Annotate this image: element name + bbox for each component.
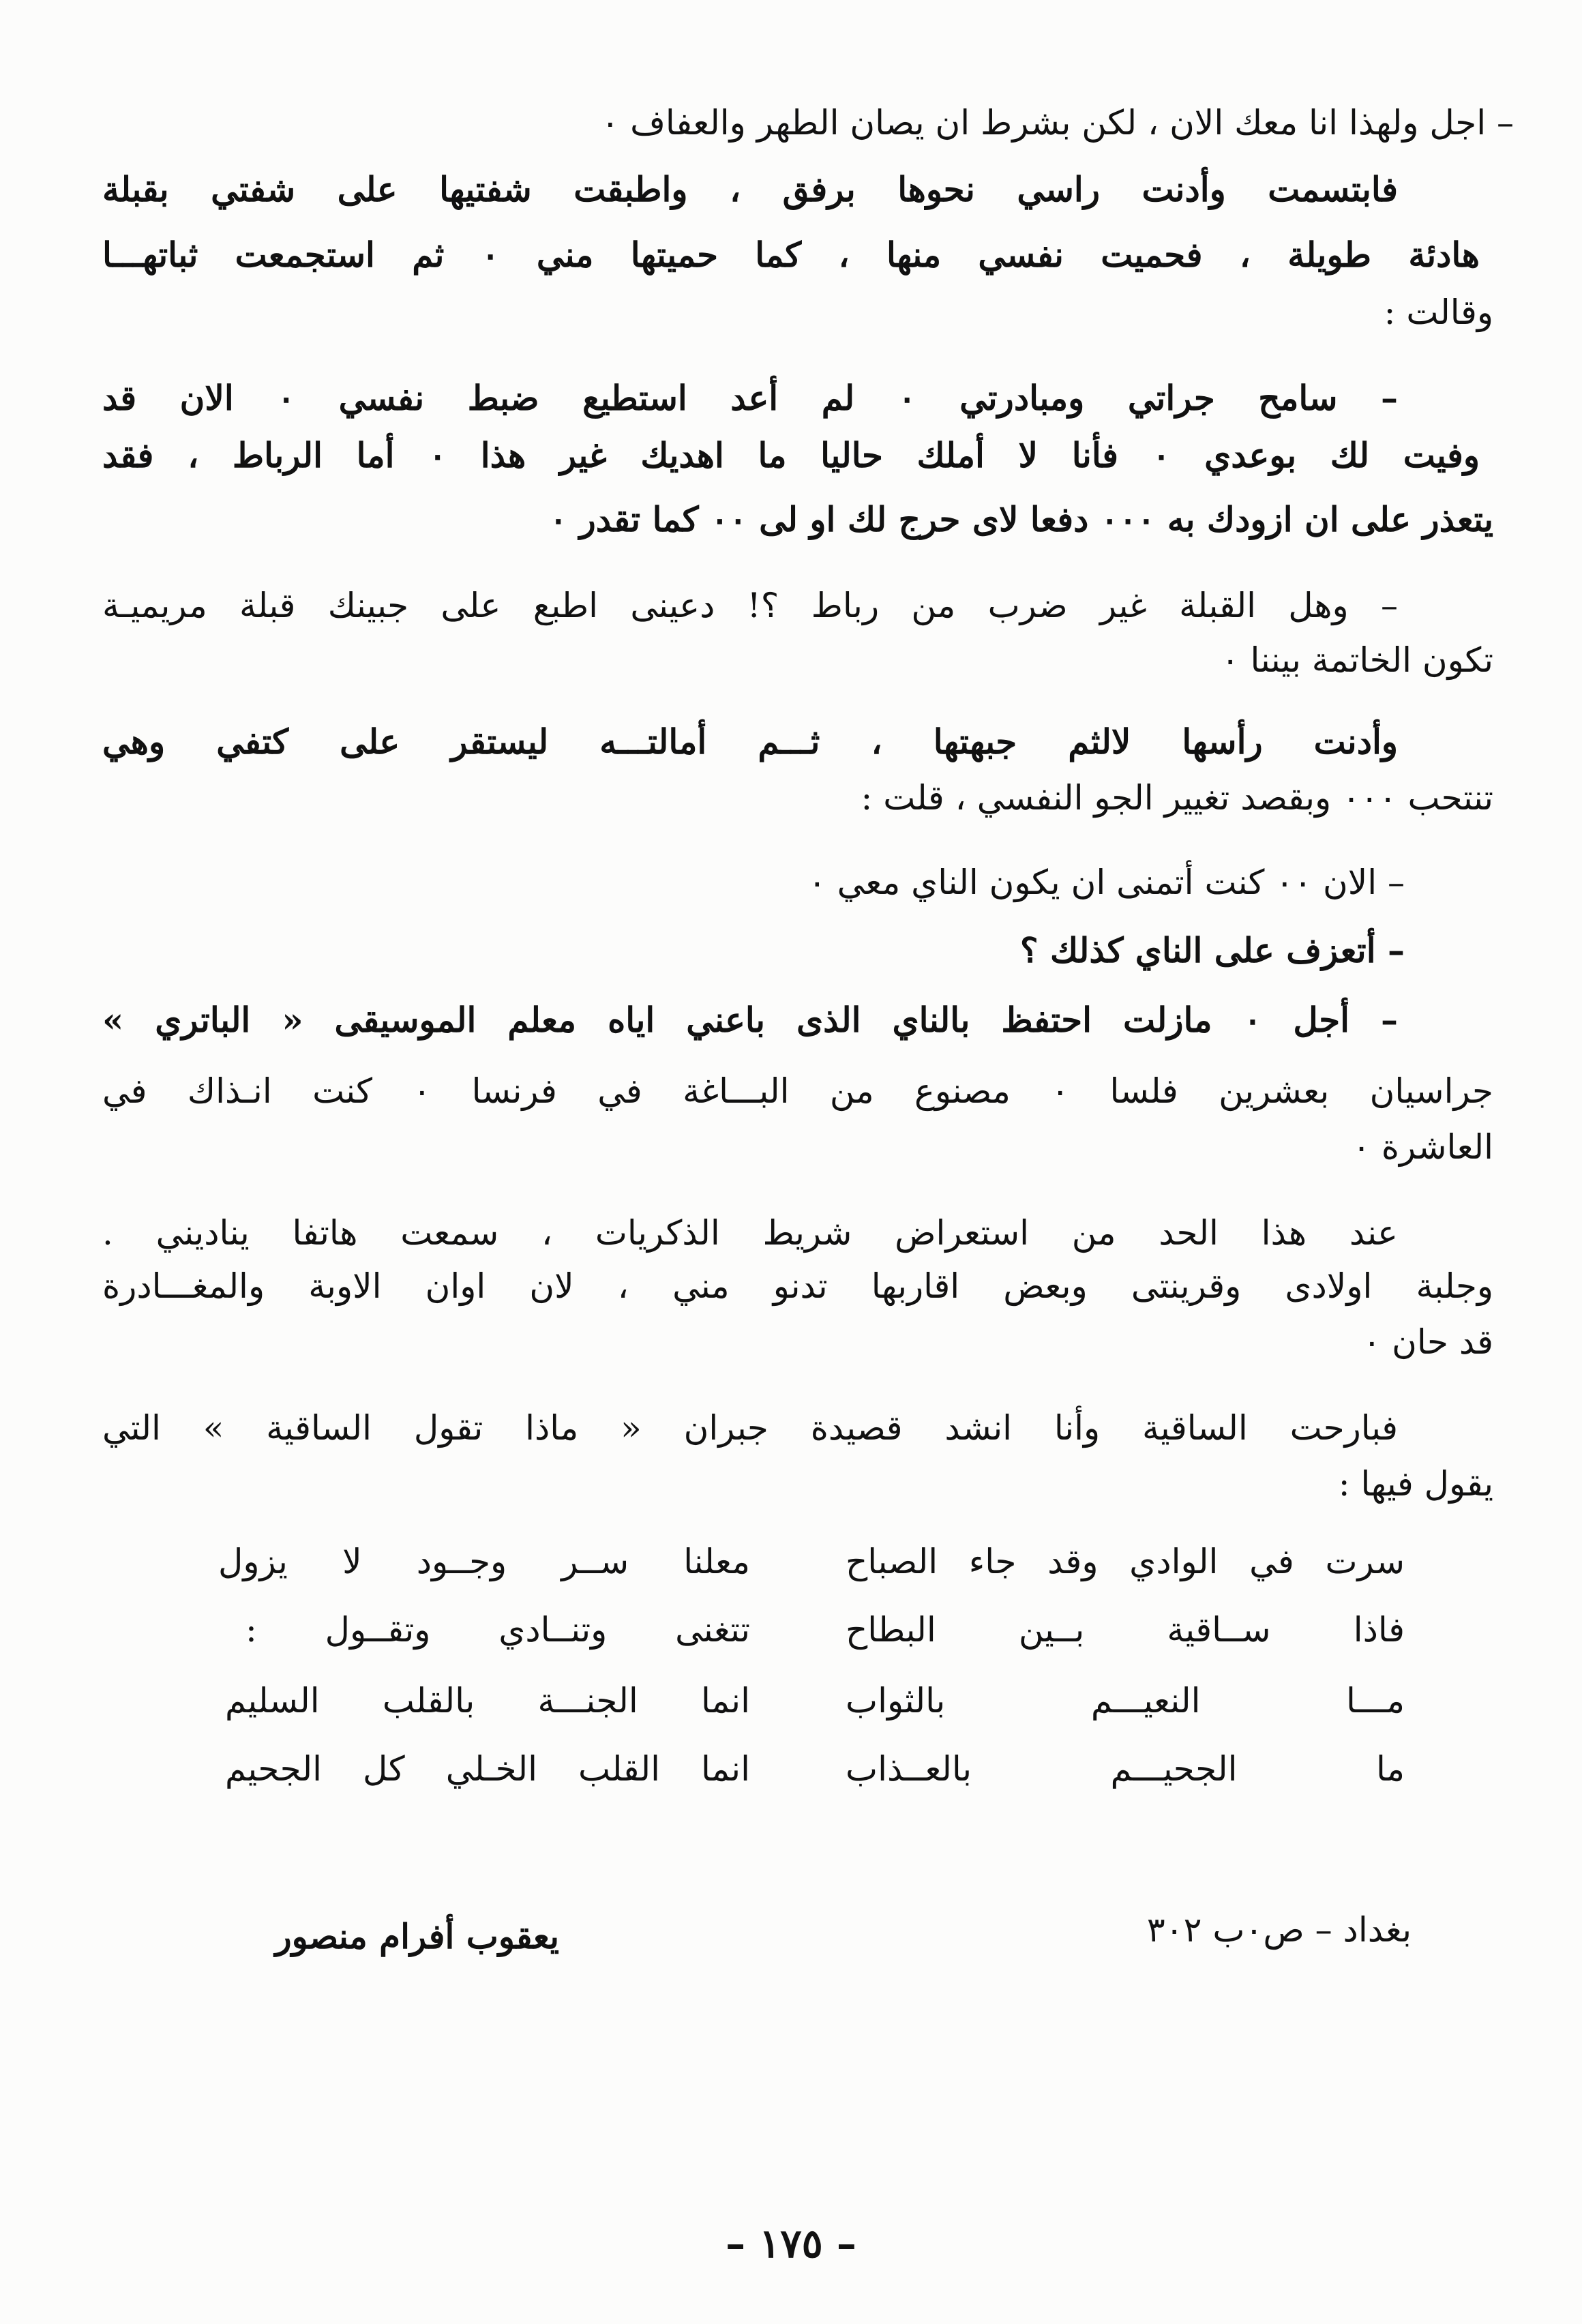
text-line-6: وفيت لك بوعدي ٠ فأنا لا أملك حاليا ما اهديك غير هذا ٠ أما الرباط ، فقد — [102, 435, 1480, 475]
poem-verse-4-right: ما الجحيـــم بالعــذاب — [846, 1749, 1405, 1789]
signature-author: يعقوب أفرام منصور — [275, 1916, 559, 1956]
text-line-5: – سامح جراتي ومبادرتي ٠ لم أعد استطيع ضبط نفسي ٠ الان قد — [102, 378, 1398, 418]
text-line-9: تكون الخاتمة بيننا ٠ — [1221, 640, 1493, 680]
poem-verse-1-left: معلنا ســر وجــود لا يزول — [218, 1542, 750, 1581]
text-line-4: وقالت : — [1384, 293, 1493, 332]
text-line-12: – الان ٠٠ كنت أتمنى ان يكون الناي معي ٠ — [807, 863, 1405, 902]
signature-address: بغداد – ص٠ب ٣٠٢ — [1146, 1910, 1412, 1950]
poem-verse-2-right: فاذا ســاقية بــين البطاح — [846, 1610, 1405, 1650]
page-number: – ١٧٥ – — [726, 2220, 856, 2267]
text-line-13: – أتعزف على الناي كذلك ؟ — [1020, 930, 1405, 970]
poem-verse-3-right: مـــا النعيـــم بالثواب — [846, 1681, 1405, 1720]
poem-verse-2-left: تتغنى وتنــادي وتقــول : — [245, 1610, 750, 1650]
text-line-3: هادئة طويلة ، فحميت نفسي منها ، كما حميتها مني ٠ ثم استجمعت ثباتهـــا — [102, 235, 1480, 275]
text-line-21: يقول فيها : — [1338, 1464, 1493, 1504]
text-line-8: – وهل القبلة غير ضرب من رباط ؟! دعينى اطبع على جبينك قبلة مريميـة — [102, 586, 1398, 625]
text-line-1: – اجل ولهذا انا معك الان ، لكن بشرط ان يصان الطهر والعفاف ٠ — [601, 103, 1514, 143]
text-line-2: فابتسمت وأدنت راسي نحوها برفق ، واطبقت شفتيها على شفتي بقبلة — [102, 169, 1398, 209]
text-line-16: العاشرة ٠ — [1352, 1127, 1493, 1167]
text-line-11: تنتحب ٠٠٠ وبقصد تغيير الجو النفسي ، قلت : — [861, 778, 1493, 818]
text-line-18: وجلبة اولادى وقرينتى وبعض اقاربها تدنو مني ، لان اوان الاوبة والمغـــادرة — [102, 1266, 1493, 1306]
text-line-17: عند هذا الحد من استعراض شريط الذكريات ، سمعت هاتفا يناديني . — [102, 1213, 1398, 1253]
poem-verse-3-left: انما الجنـــة بالقلب السليم — [225, 1681, 750, 1720]
poem-verse-1-right: سرت في الوادي وقد جاء الصباح — [846, 1542, 1405, 1581]
text-line-14: – أجل ٠ مازلت احتفظ بالناي الذى باعني اياه معلم الموسيقى « الباتري » — [102, 1000, 1398, 1040]
text-line-20: فبارحت الساقية وأنا انشد قصيدة جبران « ماذا تقول الساقية » التي — [102, 1408, 1398, 1448]
poem-verse-4-left: انما القلب الخـلي كل الجحيم — [225, 1749, 750, 1789]
text-line-10: وأدنت رأسها لالثم جبهتها ، ثـــم أمالتـــه ليستقر على كتفي وهي — [102, 721, 1398, 762]
text-line-7: يتعذر على ان ازودك به ٠٠٠ دفعا لاى حرج لك او لى ٠٠ كما تقدر ٠ — [549, 499, 1493, 539]
text-line-19: قد حان ٠ — [1362, 1322, 1493, 1362]
text-line-15: جراسيان بعشرين فلسا ٠ مصنوع من البـــاغة في فرنسا ٠ كنت انـذاك في — [102, 1071, 1493, 1111]
